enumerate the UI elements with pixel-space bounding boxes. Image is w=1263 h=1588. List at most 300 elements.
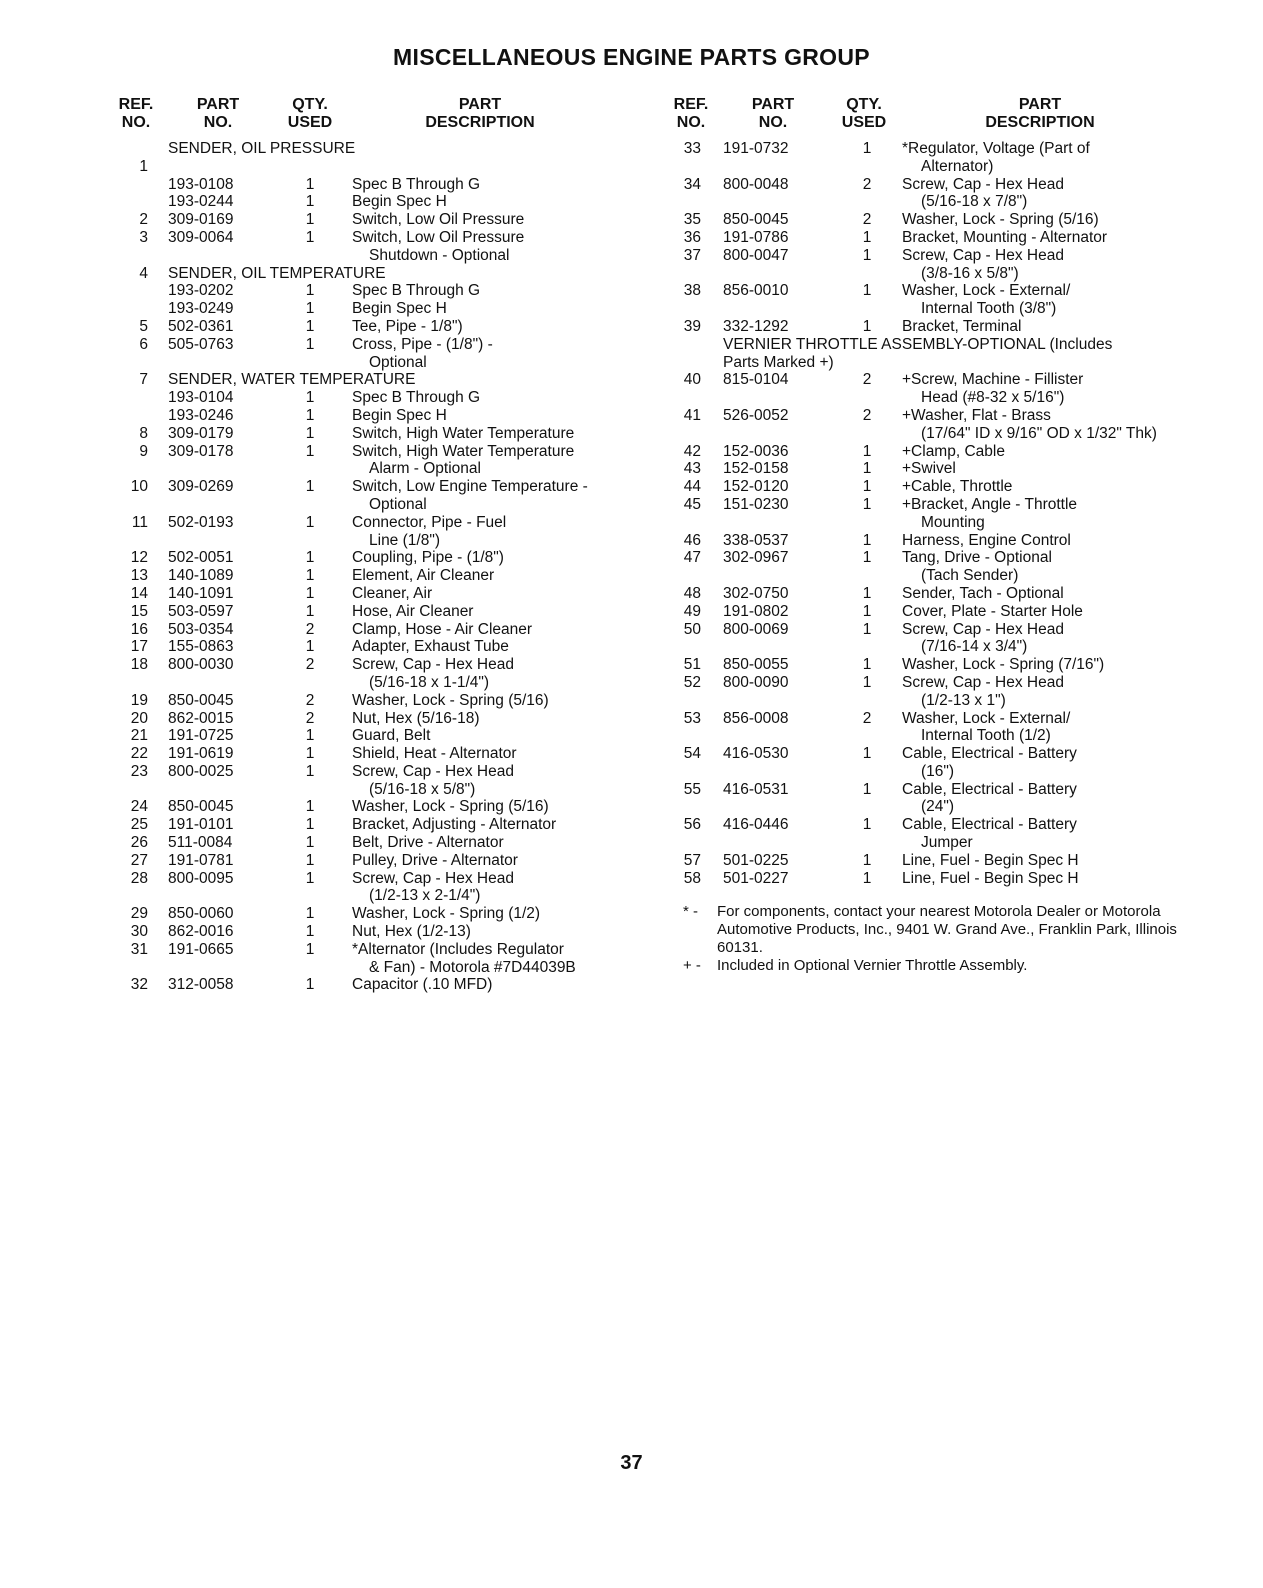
- part-no: 815-0104: [723, 371, 789, 389]
- table-row: [100, 923, 640, 941]
- part-description: Cleaner, Air: [352, 584, 433, 602]
- part-no: 152-0158: [723, 460, 789, 478]
- footnote-text: For components, contact your nearest Motorola Dealer or Motorola Automotive Products, Inc., 9401 W. Grand Ave., Franklin Park, Illinois 60131.: [717, 903, 1177, 957]
- part-no: 193-0244: [168, 193, 234, 211]
- section-heading: SENDER, WATER TEMPERATURE: [168, 371, 416, 389]
- qty-used: 1: [305, 923, 315, 941]
- table-row: [100, 496, 640, 514]
- ref-no: 58: [683, 869, 701, 887]
- part-no: 309-0064: [168, 228, 234, 246]
- ref-no: 25: [130, 816, 148, 834]
- header-desc-line1: PART: [458, 96, 502, 113]
- part-description: Cable, Electrical - Battery: [902, 816, 1077, 834]
- header-part-description: [965, 96, 1115, 132]
- footnote-plus: [655, 957, 1215, 975]
- part-description: Switch, Low Oil Pressure: [352, 211, 525, 229]
- header-desc-line1: PART: [1018, 96, 1062, 113]
- qty-used: 1: [305, 940, 315, 958]
- table-row: [100, 336, 640, 354]
- part-no: 191-0665: [168, 940, 234, 958]
- part-no: 309-0179: [168, 424, 234, 442]
- table-row: [655, 229, 1215, 247]
- table-row: [100, 229, 640, 247]
- ref-no: 55: [683, 780, 701, 798]
- part-no: 502-0193: [168, 513, 234, 531]
- part-description: Internal Tooth (3/8"): [921, 300, 1057, 318]
- part-no: 526-0052: [723, 406, 789, 424]
- table-row: [655, 727, 1215, 745]
- qty-used: 1: [862, 549, 872, 567]
- table-row: [655, 158, 1215, 176]
- qty-used: 1: [305, 300, 315, 318]
- qty-used: 1: [305, 193, 315, 211]
- qty-used: 2: [305, 656, 315, 674]
- part-no: 850-0055: [723, 656, 789, 674]
- qty-used: 1: [862, 460, 872, 478]
- qty-used: 1: [305, 211, 315, 229]
- footnotes: [655, 903, 1215, 975]
- part-no: 800-0069: [723, 620, 789, 638]
- part-description: Screw, Cap - Hex Head: [352, 869, 514, 887]
- qty-used: 1: [862, 531, 872, 549]
- qty-used: 1: [305, 478, 315, 496]
- part-description: (Tach Sender): [921, 567, 1019, 585]
- part-description: Spec B Through G: [352, 389, 481, 407]
- part-description: Screw, Cap - Hex Head: [352, 656, 514, 674]
- part-description: Begin Spec H: [352, 300, 447, 318]
- ref-no: 44: [683, 478, 701, 496]
- part-no: 800-0030: [168, 656, 234, 674]
- part-description: Harness, Engine Control: [902, 531, 1071, 549]
- qty-used: 1: [305, 228, 315, 246]
- header-ref-line1: REF.: [673, 96, 709, 113]
- ref-no: 17: [130, 638, 148, 656]
- part-description: Tang, Drive - Optional: [902, 549, 1052, 567]
- table-row: [100, 870, 640, 888]
- qty-used: 1: [305, 317, 315, 335]
- part-no: 151-0230: [723, 495, 789, 513]
- part-no: 862-0015: [168, 709, 234, 727]
- ref-no: 38: [683, 282, 701, 300]
- table-row: [655, 816, 1215, 834]
- part-description: Shield, Heat - Alternator: [352, 745, 517, 763]
- table-row: [100, 959, 640, 977]
- table-row: [100, 443, 640, 461]
- part-description: (1/2-13 x 2-1/4"): [369, 887, 481, 905]
- table-row: [655, 781, 1215, 799]
- table-row: [655, 656, 1215, 674]
- qty-used: 1: [862, 317, 872, 335]
- part-no: 140-1089: [168, 567, 234, 585]
- table-row: [655, 674, 1215, 692]
- part-description: Cable, Electrical - Battery: [902, 780, 1077, 798]
- table-row: [100, 710, 640, 728]
- table-row: [100, 763, 640, 781]
- table-row: [655, 300, 1215, 318]
- section-heading: VERNIER THROTTLE ASSEMBLY-OPTIONAL (Includes: [723, 335, 1113, 353]
- part-no: 850-0045: [723, 211, 789, 229]
- ref-no: 30: [130, 923, 148, 941]
- part-description: Optional: [369, 495, 427, 513]
- part-no: 191-0786: [723, 228, 789, 246]
- table-row: [655, 336, 1215, 354]
- part-description: +Cable, Throttle: [902, 478, 1013, 496]
- footnote-asterisk: [655, 903, 1215, 957]
- table-row: [655, 763, 1215, 781]
- part-description: +Bracket, Angle - Throttle: [902, 495, 1078, 513]
- table-row: [655, 193, 1215, 211]
- header-qty-line1: QTY.: [846, 96, 882, 113]
- part-description: Internal Tooth (1/2): [921, 727, 1051, 745]
- table-row: [655, 852, 1215, 870]
- part-description: Line, Fuel - Begin Spec H: [902, 869, 1079, 887]
- qty-used: 1: [862, 673, 872, 691]
- part-no: 312-0058: [168, 976, 234, 994]
- ref-no: 56: [683, 816, 701, 834]
- ref-no: 43: [683, 460, 701, 478]
- part-description: Alarm - Optional: [369, 460, 481, 478]
- part-description: Switch, High Water Temperature: [352, 424, 575, 442]
- part-description: Bracket, Terminal: [902, 317, 1022, 335]
- qty-used: 1: [305, 175, 315, 193]
- part-no: 800-0048: [723, 175, 789, 193]
- ref-no: 12: [130, 549, 148, 567]
- table-row: [100, 887, 640, 905]
- part-no: 309-0169: [168, 211, 234, 229]
- qty-used: 1: [862, 745, 872, 763]
- part-description: Tee, Pipe - 1/8"): [352, 317, 463, 335]
- table-row: [100, 300, 640, 318]
- table-row: [100, 318, 640, 336]
- table-row: [100, 140, 640, 158]
- ref-no: 39: [683, 317, 701, 335]
- table-row: [100, 567, 640, 585]
- header-qty-line1: QTY.: [292, 96, 328, 113]
- header-qty-line2: USED: [287, 114, 333, 131]
- table-row: [655, 638, 1215, 656]
- part-description: (5/16-18 x 7/8"): [921, 193, 1028, 211]
- part-description: Head (#8-32 x 5/16"): [921, 389, 1065, 407]
- ref-no: 22: [130, 745, 148, 763]
- table-row: [655, 834, 1215, 852]
- part-no: 302-0750: [723, 584, 789, 602]
- qty-used: 1: [862, 140, 872, 157]
- qty-used: 1: [862, 246, 872, 264]
- part-description: Element, Air Cleaner: [352, 567, 495, 585]
- part-no: 191-0725: [168, 727, 234, 745]
- table-row: [100, 727, 640, 745]
- qty-used: 1: [862, 442, 872, 460]
- qty-used: 1: [862, 495, 872, 513]
- table-row: [100, 407, 640, 425]
- table-row: [655, 282, 1215, 300]
- part-description: Hose, Air Cleaner: [352, 602, 474, 620]
- part-no: 850-0045: [168, 691, 234, 709]
- ref-no: 5: [139, 317, 148, 335]
- part-description: Washer, Lock - Spring (5/16): [902, 211, 1099, 229]
- part-description: (7/16-14 x 3/4"): [921, 638, 1028, 656]
- ref-no: 37: [683, 246, 701, 264]
- part-no: 309-0269: [168, 478, 234, 496]
- part-description: Spec B Through G: [352, 282, 481, 300]
- header-qty-line2: USED: [841, 114, 887, 131]
- qty-used: 1: [862, 816, 872, 834]
- part-description: Washer, Lock - Spring (5/16): [352, 798, 549, 816]
- part-no: 332-1292: [723, 317, 789, 335]
- header-desc-line2: DESCRIPTION: [985, 114, 1095, 131]
- table-row: [655, 870, 1215, 888]
- part-no: 800-0095: [168, 869, 234, 887]
- ref-no: 6: [139, 335, 148, 353]
- part-description: Guard, Belt: [352, 727, 431, 745]
- qty-used: 1: [305, 406, 315, 424]
- qty-used: 1: [305, 424, 315, 442]
- part-no: 193-0108: [168, 175, 234, 193]
- part-no: 501-0225: [723, 851, 789, 869]
- ref-no: 53: [683, 709, 701, 727]
- part-no: 193-0104: [168, 389, 234, 407]
- part-no: 502-0361: [168, 317, 234, 335]
- part-description: Shutdown - Optional: [369, 246, 510, 264]
- ref-no: 7: [139, 371, 148, 389]
- header-part-no: [723, 96, 823, 132]
- part-no: 850-0045: [168, 798, 234, 816]
- part-no: 140-1091: [168, 584, 234, 602]
- part-no: 302-0967: [723, 549, 789, 567]
- table-row: [655, 407, 1215, 425]
- ref-no: 24: [130, 798, 148, 816]
- qty-used: 1: [305, 584, 315, 602]
- part-description: Nut, Hex (1/2-13): [352, 923, 471, 941]
- header-part-line1: PART: [196, 96, 240, 113]
- part-description: Switch, High Water Temperature: [352, 442, 575, 460]
- table-row: [100, 193, 640, 211]
- table-row: [100, 852, 640, 870]
- table-row: [655, 354, 1215, 372]
- part-description: Bracket, Mounting - Alternator: [902, 228, 1108, 246]
- ref-no: 18: [130, 656, 148, 674]
- table-row: [100, 674, 640, 692]
- table-row: [655, 371, 1215, 389]
- ref-no: 48: [683, 584, 701, 602]
- part-no: 416-0531: [723, 780, 789, 798]
- ref-no: 11: [131, 513, 148, 531]
- part-description: Bracket, Adjusting - Alternator: [352, 816, 557, 834]
- part-no: 511-0084: [168, 834, 233, 852]
- part-description: Screw, Cap - Hex Head: [902, 673, 1064, 691]
- qty-used: 1: [862, 228, 872, 246]
- part-description: Switch, Low Engine Temperature -: [352, 478, 588, 496]
- header-part-line1: PART: [751, 96, 795, 113]
- part-description: Screw, Cap - Hex Head: [902, 246, 1064, 264]
- part-description: Adapter, Exhaust Tube: [352, 638, 509, 656]
- table-row: [100, 354, 640, 372]
- part-description: (24"): [921, 798, 955, 816]
- table-row: [100, 834, 640, 852]
- qty-used: 1: [305, 442, 315, 460]
- section-heading: Parts Marked +): [723, 353, 834, 371]
- table-row: [655, 514, 1215, 532]
- table-row: [100, 745, 640, 763]
- header-ref-line1: REF.: [118, 96, 154, 113]
- part-no: 155-0863: [168, 638, 234, 656]
- part-description: Clamp, Hose - Air Cleaner: [352, 620, 533, 638]
- qty-used: 1: [305, 727, 315, 745]
- part-no: 191-0802: [723, 602, 789, 620]
- table-row: [100, 941, 640, 959]
- table-row: [100, 247, 640, 265]
- part-no: 503-0597: [168, 602, 234, 620]
- header-ref-no: [100, 96, 172, 132]
- parts-rows-right: [655, 140, 1215, 887]
- part-no: 800-0090: [723, 673, 789, 691]
- qty-used: 1: [862, 478, 872, 496]
- part-description: Sender, Tach - Optional: [902, 584, 1064, 602]
- qty-used: 2: [862, 371, 872, 389]
- ref-no: 14: [130, 584, 148, 602]
- table-row: [100, 265, 640, 283]
- ref-no: 10: [130, 478, 148, 496]
- table-row: [655, 478, 1215, 496]
- ref-no: 50: [683, 620, 701, 638]
- qty-used: 1: [305, 335, 315, 353]
- part-no: 505-0763: [168, 335, 234, 353]
- table-row: [100, 158, 640, 176]
- table-row: [100, 816, 640, 834]
- qty-used: 1: [305, 602, 315, 620]
- ref-no: 57: [683, 851, 701, 869]
- section-heading: SENDER, OIL PRESSURE: [168, 140, 356, 157]
- table-row: [655, 211, 1215, 229]
- part-description: Screw, Cap - Hex Head: [902, 175, 1064, 193]
- header-part-line2: NO.: [203, 114, 233, 131]
- part-description: Line, Fuel - Begin Spec H: [902, 851, 1079, 869]
- table-row: [655, 460, 1215, 478]
- part-no: 416-0446: [723, 816, 789, 834]
- table-row: [100, 781, 640, 799]
- table-row: [100, 798, 640, 816]
- section-heading: SENDER, OIL TEMPERATURE: [168, 264, 386, 282]
- parts-table-left: [100, 96, 640, 994]
- part-description: *Alternator (Includes Regulator: [352, 940, 564, 958]
- ref-no: 34: [683, 175, 701, 193]
- ref-no: 16: [130, 620, 148, 638]
- part-description: Alternator): [921, 157, 994, 175]
- part-no: 191-0101: [168, 816, 234, 834]
- ref-no: 32: [130, 976, 148, 994]
- qty-used: 1: [305, 798, 315, 816]
- part-description: Cable, Electrical - Battery: [902, 745, 1077, 763]
- qty-used: 1: [862, 602, 872, 620]
- table-row: [100, 905, 640, 923]
- part-no: 191-0781: [168, 851, 234, 869]
- ref-no: 36: [683, 228, 701, 246]
- header-ref-line2: NO.: [121, 114, 151, 131]
- ref-no: 42: [683, 442, 701, 460]
- part-description: Nut, Hex (5/16-18): [352, 709, 480, 727]
- table-row: [655, 318, 1215, 336]
- ref-no: 41: [683, 406, 701, 424]
- header-ref-no: [655, 96, 727, 132]
- part-description: +Screw, Machine - Fillister: [902, 371, 1084, 389]
- part-no: 862-0016: [168, 923, 234, 941]
- qty-used: 1: [862, 869, 872, 887]
- part-no: 193-0249: [168, 300, 234, 318]
- part-no: 309-0178: [168, 442, 234, 460]
- table-row: [100, 211, 640, 229]
- table-row: [100, 176, 640, 194]
- table-row: [655, 798, 1215, 816]
- ref-no: 40: [683, 371, 701, 389]
- part-no: 416-0530: [723, 745, 789, 763]
- header-desc-line2: DESCRIPTION: [425, 114, 535, 131]
- part-no: 856-0010: [723, 282, 789, 300]
- ref-no: 1: [139, 157, 148, 175]
- ref-no: 49: [683, 602, 701, 620]
- part-description: Line (1/8"): [369, 531, 440, 549]
- ref-no: 4: [139, 264, 148, 282]
- qty-used: 1: [862, 780, 872, 798]
- ref-no: 19: [130, 691, 148, 709]
- table-row: [655, 567, 1215, 585]
- table-row: [100, 514, 640, 532]
- ref-no: 45: [683, 495, 701, 513]
- ref-no: 15: [130, 602, 148, 620]
- table-row: [100, 425, 640, 443]
- part-no: 193-0202: [168, 282, 234, 300]
- qty-used: 1: [305, 282, 315, 300]
- part-no: 856-0008: [723, 709, 789, 727]
- qty-used: 2: [862, 406, 872, 424]
- part-no: 152-0120: [723, 478, 789, 496]
- table-row: [655, 496, 1215, 514]
- header-part-line2: NO.: [758, 114, 788, 131]
- part-no: 191-0732: [723, 140, 789, 157]
- part-description: Switch, Low Oil Pressure: [352, 228, 525, 246]
- table-row: [100, 692, 640, 710]
- table-row: [655, 247, 1215, 265]
- part-description: Connector, Pipe - Fuel: [352, 513, 507, 531]
- part-description: (16"): [921, 762, 955, 780]
- ref-no: 2: [139, 211, 148, 229]
- part-no: 800-0025: [168, 762, 234, 780]
- qty-used: 1: [305, 905, 315, 923]
- header-part-description: [400, 96, 560, 132]
- footnote-text: Included in Optional Vernier Throttle Assembly.: [717, 957, 1028, 975]
- qty-used: 1: [862, 656, 872, 674]
- ref-no: 52: [683, 673, 701, 691]
- qty-used: 1: [862, 282, 872, 300]
- table-header: [100, 96, 640, 140]
- table-row: [655, 265, 1215, 283]
- part-description: Washer, Lock - Spring (7/16"): [902, 656, 1105, 674]
- table-row: [655, 549, 1215, 567]
- ref-no: 9: [139, 442, 148, 460]
- qty-used: 1: [305, 851, 315, 869]
- footnote-mark: * -: [683, 903, 698, 921]
- table-row: [655, 425, 1215, 443]
- qty-used: 1: [305, 869, 315, 887]
- part-no: 502-0051: [168, 549, 234, 567]
- table-row: [655, 140, 1215, 158]
- ref-no: 20: [130, 709, 148, 727]
- part-description: (3/8-16 x 5/8"): [921, 264, 1019, 282]
- qty-used: 2: [862, 175, 872, 193]
- qty-used: 1: [305, 834, 315, 852]
- part-description: Capacitor (.10 MFD): [352, 976, 493, 994]
- table-row: [655, 389, 1215, 407]
- part-description: Cover, Plate - Starter Hole: [902, 602, 1083, 620]
